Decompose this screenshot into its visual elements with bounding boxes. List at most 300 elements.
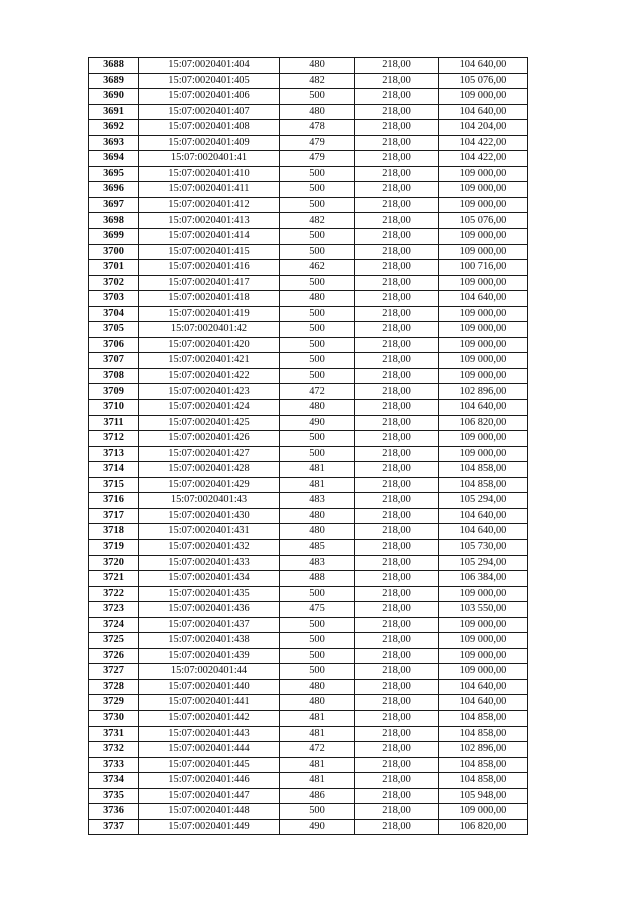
- table-row: [89, 384, 528, 400]
- amount-cell: 109 000,00: [439, 306, 528, 322]
- area-cell: 482: [280, 73, 355, 89]
- area-cell: 500: [280, 804, 355, 820]
- row-number-cell: 3715: [89, 477, 139, 493]
- area-cell: 479: [280, 151, 355, 167]
- rate-cell: 218,00: [355, 695, 439, 711]
- row-number-cell: 3725: [89, 633, 139, 649]
- row-number-cell: 3707: [89, 353, 139, 369]
- amount-cell: 104 858,00: [439, 773, 528, 789]
- row-number-cell: 3699: [89, 229, 139, 245]
- cadastral-number-cell: 15:07:0020401:431: [139, 524, 280, 540]
- table-row: [89, 58, 528, 74]
- area-cell: 481: [280, 710, 355, 726]
- cadastral-number-cell: 15:07:0020401:428: [139, 462, 280, 478]
- area-cell: 480: [280, 58, 355, 74]
- row-number-cell: 3712: [89, 431, 139, 447]
- table-row: [89, 773, 528, 789]
- table-row: [89, 229, 528, 245]
- rate-cell: 218,00: [355, 462, 439, 478]
- cadastral-number-cell: 15:07:0020401:434: [139, 571, 280, 587]
- area-cell: 472: [280, 384, 355, 400]
- amount-cell: 100 716,00: [439, 260, 528, 276]
- row-number-cell: 3718: [89, 524, 139, 540]
- row-number-cell: 3705: [89, 322, 139, 338]
- cadastral-number-cell: 15:07:0020401:441: [139, 695, 280, 711]
- cadastral-number-cell: 15:07:0020401:406: [139, 89, 280, 105]
- rate-cell: 218,00: [355, 788, 439, 804]
- area-cell: 481: [280, 477, 355, 493]
- cadastral-number-cell: 15:07:0020401:429: [139, 477, 280, 493]
- table-row: [89, 524, 528, 540]
- table-row: [89, 757, 528, 773]
- amount-cell: 102 896,00: [439, 742, 528, 758]
- row-number-cell: 3727: [89, 664, 139, 680]
- rate-cell: 218,00: [355, 710, 439, 726]
- area-cell: 480: [280, 104, 355, 120]
- rate-cell: 218,00: [355, 275, 439, 291]
- area-cell: 500: [280, 586, 355, 602]
- area-cell: 480: [280, 291, 355, 307]
- row-number-cell: 3689: [89, 73, 139, 89]
- row-number-cell: 3719: [89, 539, 139, 555]
- rate-cell: 218,00: [355, 648, 439, 664]
- cadastral-number-cell: 15:07:0020401:415: [139, 244, 280, 260]
- area-cell: 500: [280, 446, 355, 462]
- rate-cell: 218,00: [355, 353, 439, 369]
- cadastral-number-cell: 15:07:0020401:433: [139, 555, 280, 571]
- amount-cell: 106 820,00: [439, 819, 528, 835]
- area-cell: 500: [280, 166, 355, 182]
- area-cell: 480: [280, 524, 355, 540]
- area-cell: 478: [280, 120, 355, 136]
- rate-cell: 218,00: [355, 229, 439, 245]
- table-row: [89, 120, 528, 136]
- row-number-cell: 3692: [89, 120, 139, 136]
- amount-cell: 109 000,00: [439, 182, 528, 198]
- rate-cell: 218,00: [355, 166, 439, 182]
- table-row: [89, 73, 528, 89]
- table-row: [89, 166, 528, 182]
- amount-cell: 104 858,00: [439, 477, 528, 493]
- rate-cell: 218,00: [355, 415, 439, 431]
- table-row: [89, 710, 528, 726]
- area-cell: 483: [280, 555, 355, 571]
- table-row: [89, 804, 528, 820]
- rate-cell: 218,00: [355, 773, 439, 789]
- amount-cell: 109 000,00: [439, 322, 528, 338]
- area-cell: 486: [280, 788, 355, 804]
- amount-cell: 104 640,00: [439, 104, 528, 120]
- cadastral-number-cell: 15:07:0020401:414: [139, 229, 280, 245]
- row-number-cell: 3722: [89, 586, 139, 602]
- rate-cell: 218,00: [355, 524, 439, 540]
- cadastral-number-cell: 15:07:0020401:44: [139, 664, 280, 680]
- cadastral-number-cell: 15:07:0020401:409: [139, 135, 280, 151]
- amount-cell: 105 076,00: [439, 213, 528, 229]
- area-cell: 480: [280, 508, 355, 524]
- row-number-cell: 3700: [89, 244, 139, 260]
- cadastral-number-cell: 15:07:0020401:435: [139, 586, 280, 602]
- amount-cell: 106 384,00: [439, 571, 528, 587]
- table-row: [89, 104, 528, 120]
- cadastral-number-cell: 15:07:0020401:445: [139, 757, 280, 773]
- rate-cell: 218,00: [355, 368, 439, 384]
- amount-cell: 109 000,00: [439, 586, 528, 602]
- table-row: [89, 400, 528, 416]
- rate-cell: 218,00: [355, 633, 439, 649]
- table-row: [89, 431, 528, 447]
- amount-cell: 104 858,00: [439, 710, 528, 726]
- rate-cell: 218,00: [355, 726, 439, 742]
- area-cell: 479: [280, 135, 355, 151]
- row-number-cell: 3724: [89, 617, 139, 633]
- row-number-cell: 3691: [89, 104, 139, 120]
- row-number-cell: 3690: [89, 89, 139, 105]
- row-number-cell: 3709: [89, 384, 139, 400]
- row-number-cell: 3708: [89, 368, 139, 384]
- row-number-cell: 3716: [89, 493, 139, 509]
- amount-cell: 109 000,00: [439, 229, 528, 245]
- rate-cell: 218,00: [355, 322, 439, 338]
- cadastral-number-cell: 15:07:0020401:41: [139, 151, 280, 167]
- cadastral-number-cell: 15:07:0020401:408: [139, 120, 280, 136]
- cadastral-number-cell: 15:07:0020401:413: [139, 213, 280, 229]
- amount-cell: 104 640,00: [439, 400, 528, 416]
- parcel-table-body: [89, 58, 528, 835]
- row-number-cell: 3711: [89, 415, 139, 431]
- rate-cell: 218,00: [355, 89, 439, 105]
- cadastral-number-cell: 15:07:0020401:43: [139, 493, 280, 509]
- area-cell: 490: [280, 415, 355, 431]
- area-cell: 500: [280, 197, 355, 213]
- rate-cell: 218,00: [355, 679, 439, 695]
- rate-cell: 218,00: [355, 664, 439, 680]
- cadastral-number-cell: 15:07:0020401:407: [139, 104, 280, 120]
- table-row: [89, 571, 528, 587]
- row-number-cell: 3694: [89, 151, 139, 167]
- parcel-table: [88, 57, 528, 835]
- table-row: [89, 275, 528, 291]
- table-row: [89, 788, 528, 804]
- amount-cell: 109 000,00: [439, 244, 528, 260]
- rate-cell: 218,00: [355, 306, 439, 322]
- table-row: [89, 493, 528, 509]
- table-row: [89, 664, 528, 680]
- area-cell: 500: [280, 617, 355, 633]
- amount-cell: 104 858,00: [439, 757, 528, 773]
- area-cell: 481: [280, 773, 355, 789]
- rate-cell: 218,00: [355, 104, 439, 120]
- table-row: [89, 353, 528, 369]
- table-row: [89, 322, 528, 338]
- area-cell: 500: [280, 322, 355, 338]
- table-row: [89, 819, 528, 835]
- area-cell: 500: [280, 244, 355, 260]
- table-row: [89, 260, 528, 276]
- rate-cell: 218,00: [355, 757, 439, 773]
- row-number-cell: 3721: [89, 571, 139, 587]
- cadastral-number-cell: 15:07:0020401:411: [139, 182, 280, 198]
- cadastral-number-cell: 15:07:0020401:424: [139, 400, 280, 416]
- area-cell: 500: [280, 306, 355, 322]
- amount-cell: 105 076,00: [439, 73, 528, 89]
- row-number-cell: 3710: [89, 400, 139, 416]
- cadastral-number-cell: 15:07:0020401:447: [139, 788, 280, 804]
- amount-cell: 109 000,00: [439, 368, 528, 384]
- row-number-cell: 3704: [89, 306, 139, 322]
- row-number-cell: 3733: [89, 757, 139, 773]
- area-cell: 481: [280, 757, 355, 773]
- rate-cell: 218,00: [355, 337, 439, 353]
- area-cell: 481: [280, 726, 355, 742]
- row-number-cell: 3729: [89, 695, 139, 711]
- amount-cell: 109 000,00: [439, 633, 528, 649]
- cadastral-number-cell: 15:07:0020401:430: [139, 508, 280, 524]
- table-row: [89, 617, 528, 633]
- cadastral-number-cell: 15:07:0020401:421: [139, 353, 280, 369]
- row-number-cell: 3714: [89, 462, 139, 478]
- row-number-cell: 3730: [89, 710, 139, 726]
- rate-cell: 218,00: [355, 493, 439, 509]
- row-number-cell: 3723: [89, 602, 139, 618]
- table-row: [89, 306, 528, 322]
- rate-cell: 218,00: [355, 804, 439, 820]
- rate-cell: 218,00: [355, 260, 439, 276]
- row-number-cell: 3732: [89, 742, 139, 758]
- table-row: [89, 555, 528, 571]
- rate-cell: 218,00: [355, 400, 439, 416]
- rate-cell: 218,00: [355, 182, 439, 198]
- area-cell: 500: [280, 431, 355, 447]
- rate-cell: 218,00: [355, 477, 439, 493]
- area-cell: 462: [280, 260, 355, 276]
- row-number-cell: 3702: [89, 275, 139, 291]
- area-cell: 500: [280, 633, 355, 649]
- amount-cell: 104 640,00: [439, 291, 528, 307]
- cadastral-number-cell: 15:07:0020401:420: [139, 337, 280, 353]
- cadastral-number-cell: 15:07:0020401:449: [139, 819, 280, 835]
- area-cell: 480: [280, 400, 355, 416]
- table-row: [89, 508, 528, 524]
- area-cell: 500: [280, 229, 355, 245]
- row-number-cell: 3726: [89, 648, 139, 664]
- rate-cell: 218,00: [355, 539, 439, 555]
- table-row: [89, 213, 528, 229]
- amount-cell: 109 000,00: [439, 353, 528, 369]
- area-cell: 472: [280, 742, 355, 758]
- area-cell: 500: [280, 275, 355, 291]
- area-cell: 483: [280, 493, 355, 509]
- row-number-cell: 3736: [89, 804, 139, 820]
- amount-cell: 109 000,00: [439, 89, 528, 105]
- area-cell: 490: [280, 819, 355, 835]
- cadastral-number-cell: 15:07:0020401:422: [139, 368, 280, 384]
- cadastral-number-cell: 15:07:0020401:412: [139, 197, 280, 213]
- cadastral-number-cell: 15:07:0020401:410: [139, 166, 280, 182]
- amount-cell: 104 422,00: [439, 135, 528, 151]
- cadastral-number-cell: 15:07:0020401:446: [139, 773, 280, 789]
- amount-cell: 104 640,00: [439, 524, 528, 540]
- table-row: [89, 586, 528, 602]
- table-row: [89, 291, 528, 307]
- row-number-cell: 3737: [89, 819, 139, 835]
- table-row: [89, 244, 528, 260]
- amount-cell: 109 000,00: [439, 166, 528, 182]
- area-cell: 475: [280, 602, 355, 618]
- cadastral-number-cell: 15:07:0020401:427: [139, 446, 280, 462]
- cadastral-number-cell: 15:07:0020401:439: [139, 648, 280, 664]
- row-number-cell: 3706: [89, 337, 139, 353]
- area-cell: 485: [280, 539, 355, 555]
- amount-cell: 109 000,00: [439, 446, 528, 462]
- row-number-cell: 3735: [89, 788, 139, 804]
- rate-cell: 218,00: [355, 602, 439, 618]
- area-cell: 500: [280, 89, 355, 105]
- table-row: [89, 648, 528, 664]
- amount-cell: 104 640,00: [439, 508, 528, 524]
- table-row: [89, 197, 528, 213]
- cadastral-number-cell: 15:07:0020401:404: [139, 58, 280, 74]
- amount-cell: 104 422,00: [439, 151, 528, 167]
- table-row: [89, 462, 528, 478]
- amount-cell: 109 000,00: [439, 275, 528, 291]
- amount-cell: 104 640,00: [439, 695, 528, 711]
- amount-cell: 109 000,00: [439, 617, 528, 633]
- amount-cell: 109 000,00: [439, 664, 528, 680]
- rate-cell: 218,00: [355, 508, 439, 524]
- rate-cell: 218,00: [355, 197, 439, 213]
- cadastral-number-cell: 15:07:0020401:436: [139, 602, 280, 618]
- table-row: [89, 726, 528, 742]
- table-row: [89, 415, 528, 431]
- cadastral-number-cell: 15:07:0020401:419: [139, 306, 280, 322]
- row-number-cell: 3734: [89, 773, 139, 789]
- row-number-cell: 3701: [89, 260, 139, 276]
- rate-cell: 218,00: [355, 151, 439, 167]
- row-number-cell: 3698: [89, 213, 139, 229]
- amount-cell: 109 000,00: [439, 648, 528, 664]
- cadastral-number-cell: 15:07:0020401:42: [139, 322, 280, 338]
- amount-cell: 104 858,00: [439, 726, 528, 742]
- cadastral-number-cell: 15:07:0020401:443: [139, 726, 280, 742]
- row-number-cell: 3693: [89, 135, 139, 151]
- table-row: [89, 695, 528, 711]
- rate-cell: 218,00: [355, 571, 439, 587]
- cadastral-number-cell: 15:07:0020401:417: [139, 275, 280, 291]
- row-number-cell: 3713: [89, 446, 139, 462]
- cadastral-number-cell: 15:07:0020401:438: [139, 633, 280, 649]
- area-cell: 481: [280, 462, 355, 478]
- cadastral-number-cell: 15:07:0020401:425: [139, 415, 280, 431]
- amount-cell: 105 294,00: [439, 555, 528, 571]
- rate-cell: 218,00: [355, 73, 439, 89]
- rate-cell: 218,00: [355, 617, 439, 633]
- table-row: [89, 539, 528, 555]
- area-cell: 500: [280, 368, 355, 384]
- table-row: [89, 742, 528, 758]
- table-row: [89, 151, 528, 167]
- rate-cell: 218,00: [355, 555, 439, 571]
- amount-cell: 105 730,00: [439, 539, 528, 555]
- cadastral-number-cell: 15:07:0020401:444: [139, 742, 280, 758]
- cadastral-number-cell: 15:07:0020401:442: [139, 710, 280, 726]
- table-row: [89, 602, 528, 618]
- rate-cell: 218,00: [355, 742, 439, 758]
- rate-cell: 218,00: [355, 431, 439, 447]
- rate-cell: 218,00: [355, 135, 439, 151]
- area-cell: 500: [280, 353, 355, 369]
- amount-cell: 104 858,00: [439, 462, 528, 478]
- cadastral-number-cell: 15:07:0020401:416: [139, 260, 280, 276]
- row-number-cell: 3720: [89, 555, 139, 571]
- table-row: [89, 182, 528, 198]
- table-row: [89, 446, 528, 462]
- cadastral-number-cell: 15:07:0020401:437: [139, 617, 280, 633]
- area-cell: 480: [280, 695, 355, 711]
- area-cell: 500: [280, 648, 355, 664]
- amount-cell: 105 948,00: [439, 788, 528, 804]
- area-cell: 480: [280, 679, 355, 695]
- table-row: [89, 89, 528, 105]
- area-cell: 500: [280, 664, 355, 680]
- rate-cell: 218,00: [355, 819, 439, 835]
- rate-cell: 218,00: [355, 384, 439, 400]
- rate-cell: 218,00: [355, 586, 439, 602]
- area-cell: 500: [280, 337, 355, 353]
- rate-cell: 218,00: [355, 446, 439, 462]
- row-number-cell: 3728: [89, 679, 139, 695]
- cadastral-number-cell: 15:07:0020401:448: [139, 804, 280, 820]
- table-row: [89, 368, 528, 384]
- cadastral-number-cell: 15:07:0020401:418: [139, 291, 280, 307]
- amount-cell: 102 896,00: [439, 384, 528, 400]
- amount-cell: 104 640,00: [439, 679, 528, 695]
- amount-cell: 104 640,00: [439, 58, 528, 74]
- table-row: [89, 633, 528, 649]
- amount-cell: 109 000,00: [439, 804, 528, 820]
- table-row: [89, 477, 528, 493]
- cadastral-number-cell: 15:07:0020401:405: [139, 73, 280, 89]
- rate-cell: 218,00: [355, 244, 439, 260]
- cadastral-number-cell: 15:07:0020401:423: [139, 384, 280, 400]
- cadastral-number-cell: 15:07:0020401:432: [139, 539, 280, 555]
- rate-cell: 218,00: [355, 58, 439, 74]
- table-row: [89, 337, 528, 353]
- area-cell: 500: [280, 182, 355, 198]
- cadastral-number-cell: 15:07:0020401:440: [139, 679, 280, 695]
- row-number-cell: 3697: [89, 197, 139, 213]
- rate-cell: 218,00: [355, 291, 439, 307]
- amount-cell: 109 000,00: [439, 337, 528, 353]
- cadastral-number-cell: 15:07:0020401:426: [139, 431, 280, 447]
- amount-cell: 105 294,00: [439, 493, 528, 509]
- row-number-cell: 3703: [89, 291, 139, 307]
- rate-cell: 218,00: [355, 120, 439, 136]
- amount-cell: 109 000,00: [439, 197, 528, 213]
- table-row: [89, 135, 528, 151]
- row-number-cell: 3696: [89, 182, 139, 198]
- amount-cell: 109 000,00: [439, 431, 528, 447]
- rate-cell: 218,00: [355, 213, 439, 229]
- row-number-cell: 3717: [89, 508, 139, 524]
- row-number-cell: 3731: [89, 726, 139, 742]
- area-cell: 488: [280, 571, 355, 587]
- table-row: [89, 679, 528, 695]
- area-cell: 482: [280, 213, 355, 229]
- amount-cell: 104 204,00: [439, 120, 528, 136]
- row-number-cell: 3688: [89, 58, 139, 74]
- amount-cell: 103 550,00: [439, 602, 528, 618]
